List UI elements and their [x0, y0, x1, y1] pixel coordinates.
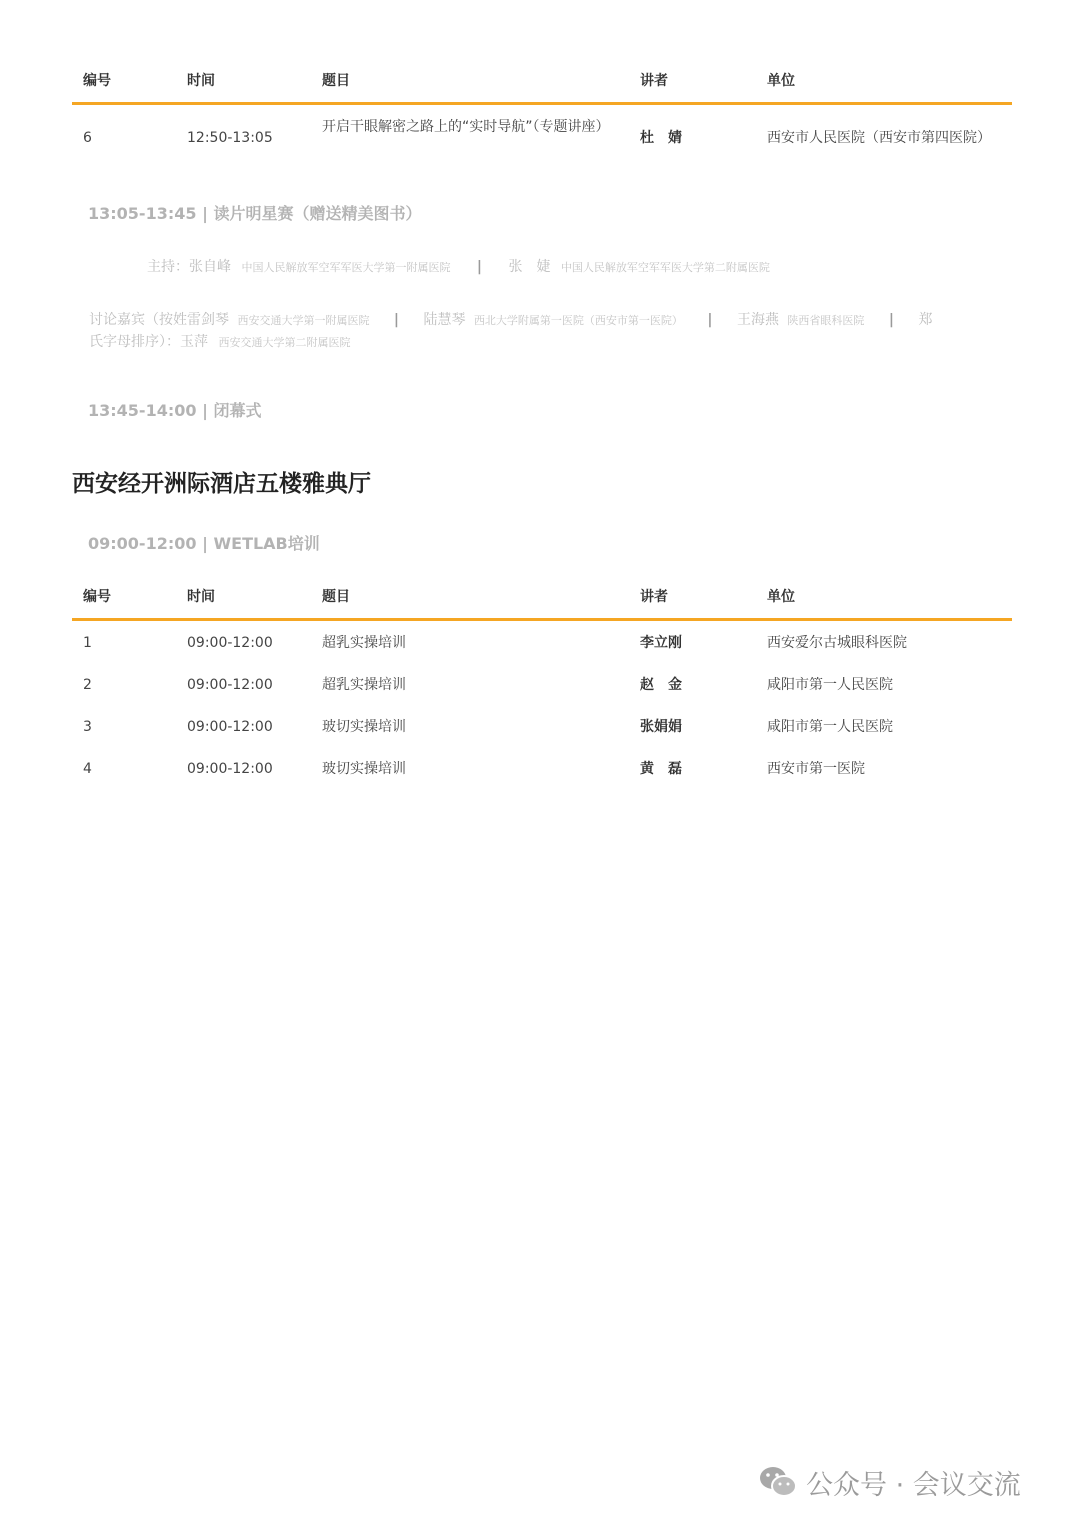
session-closing-title: 13:45-14:00 | 闭幕式	[88, 401, 262, 420]
cell-unit: 西安市人民医院（西安市第四医院）	[767, 130, 991, 146]
table-row	[72, 621, 1012, 663]
table-header	[72, 574, 1012, 621]
separator: |	[476, 259, 483, 275]
cell-no: 3	[83, 719, 92, 735]
host-name: 张自峰	[189, 259, 231, 275]
header-title: 题目	[322, 589, 350, 605]
discussant-unit: 西安交通大学第一附属医院	[237, 314, 370, 327]
cell-speaker: 杜 婧	[640, 130, 682, 146]
cell-speaker: 李立刚	[640, 635, 682, 651]
discussant-unit: 西北大学附属第一医院（西安市第一医院）	[473, 314, 683, 327]
cell-unit: 咸阳市第一人民医院	[767, 719, 893, 735]
discussants-line-1	[89, 309, 932, 329]
cell-title: 开启干眼解密之路上的“实时导航”（专题讲座）	[322, 119, 610, 135]
cell-speaker: 张娟娟	[640, 719, 682, 735]
hosts-label: 主持：	[147, 259, 189, 275]
cell-time: 09:00-12:00	[187, 635, 273, 651]
cell-title: 超乳实操培训	[322, 677, 406, 693]
host-unit: 中国人民解放军空军军医大学第一附属医院	[241, 261, 451, 274]
discussant-name: 王海燕	[736, 312, 779, 328]
cell-title: 超乳实操培训	[322, 635, 406, 651]
header-speaker: 讲者	[640, 73, 668, 89]
host-unit: 中国人民解放军空军军医大学第二附属医院	[560, 261, 770, 274]
cell-speaker: 赵 金	[640, 677, 682, 693]
cell-time: 09:00-12:00	[187, 677, 273, 693]
table-header	[72, 58, 1012, 105]
host-name: 张 婕	[508, 259, 551, 275]
cell-time: 09:00-12:00	[187, 719, 273, 735]
venue-title: 西安经开洲际酒店五楼雅典厅	[72, 471, 371, 497]
discussant-unit: 陕西省眼科医院	[787, 314, 865, 327]
wechat-icon	[758, 1465, 798, 1506]
schedule-table-1	[72, 58, 1012, 171]
cell-unit: 咸阳市第一人民医院	[767, 677, 893, 693]
header-unit: 单位	[767, 589, 795, 605]
table-row	[72, 747, 1012, 789]
separator: |	[707, 312, 713, 328]
table-row	[72, 663, 1012, 705]
cell-time: 12:50-13:05	[187, 130, 273, 146]
cell-title: 玻切实操培训	[322, 719, 406, 735]
session-reading-title: 13:05-13:45 | 读片明星赛（赠送精美图书）	[88, 204, 422, 223]
separator: |	[888, 312, 894, 328]
cell-no: 2	[83, 677, 92, 693]
discussants-line-2	[89, 331, 350, 351]
discussant-name: 郑	[918, 312, 933, 328]
header-no: 编号	[83, 73, 111, 89]
schedule-table-2	[72, 574, 1012, 789]
header-time: 时间	[187, 589, 215, 605]
discussants-label: 氏字母排序）：	[89, 334, 180, 350]
table-row	[72, 705, 1012, 747]
header-unit: 单位	[767, 73, 795, 89]
discussant-name: 雷剑琴	[187, 312, 229, 328]
cell-no: 6	[83, 130, 92, 146]
table-row	[72, 105, 1012, 171]
cell-title: 玻切实操培训	[322, 761, 406, 777]
header-time: 时间	[187, 73, 215, 89]
watermark-text: 公众号 · 会议交流	[806, 1470, 1021, 1501]
session-wetlab-title: 09:00-12:00 | WETLAB培训	[88, 534, 320, 553]
cell-unit: 西安市第一医院	[767, 761, 865, 777]
discussant-unit: 西安交通大学第二附属医院	[218, 336, 351, 349]
cell-no: 4	[83, 761, 92, 777]
header-speaker: 讲者	[640, 589, 668, 605]
cell-time: 09:00-12:00	[187, 761, 273, 777]
hosts-line	[147, 256, 770, 276]
separator: |	[393, 312, 400, 328]
discussant-name: 陆慧琴	[423, 312, 466, 328]
discussants-label: 讨论嘉宾（按姓	[89, 312, 187, 328]
header-title: 题目	[322, 73, 350, 89]
cell-speaker: 黄 磊	[640, 761, 682, 777]
cell-no: 1	[83, 635, 92, 651]
header-no: 编号	[83, 589, 111, 605]
discussant-name: 玉萍	[180, 334, 208, 350]
cell-unit: 西安爱尔古城眼科医院	[767, 635, 907, 651]
